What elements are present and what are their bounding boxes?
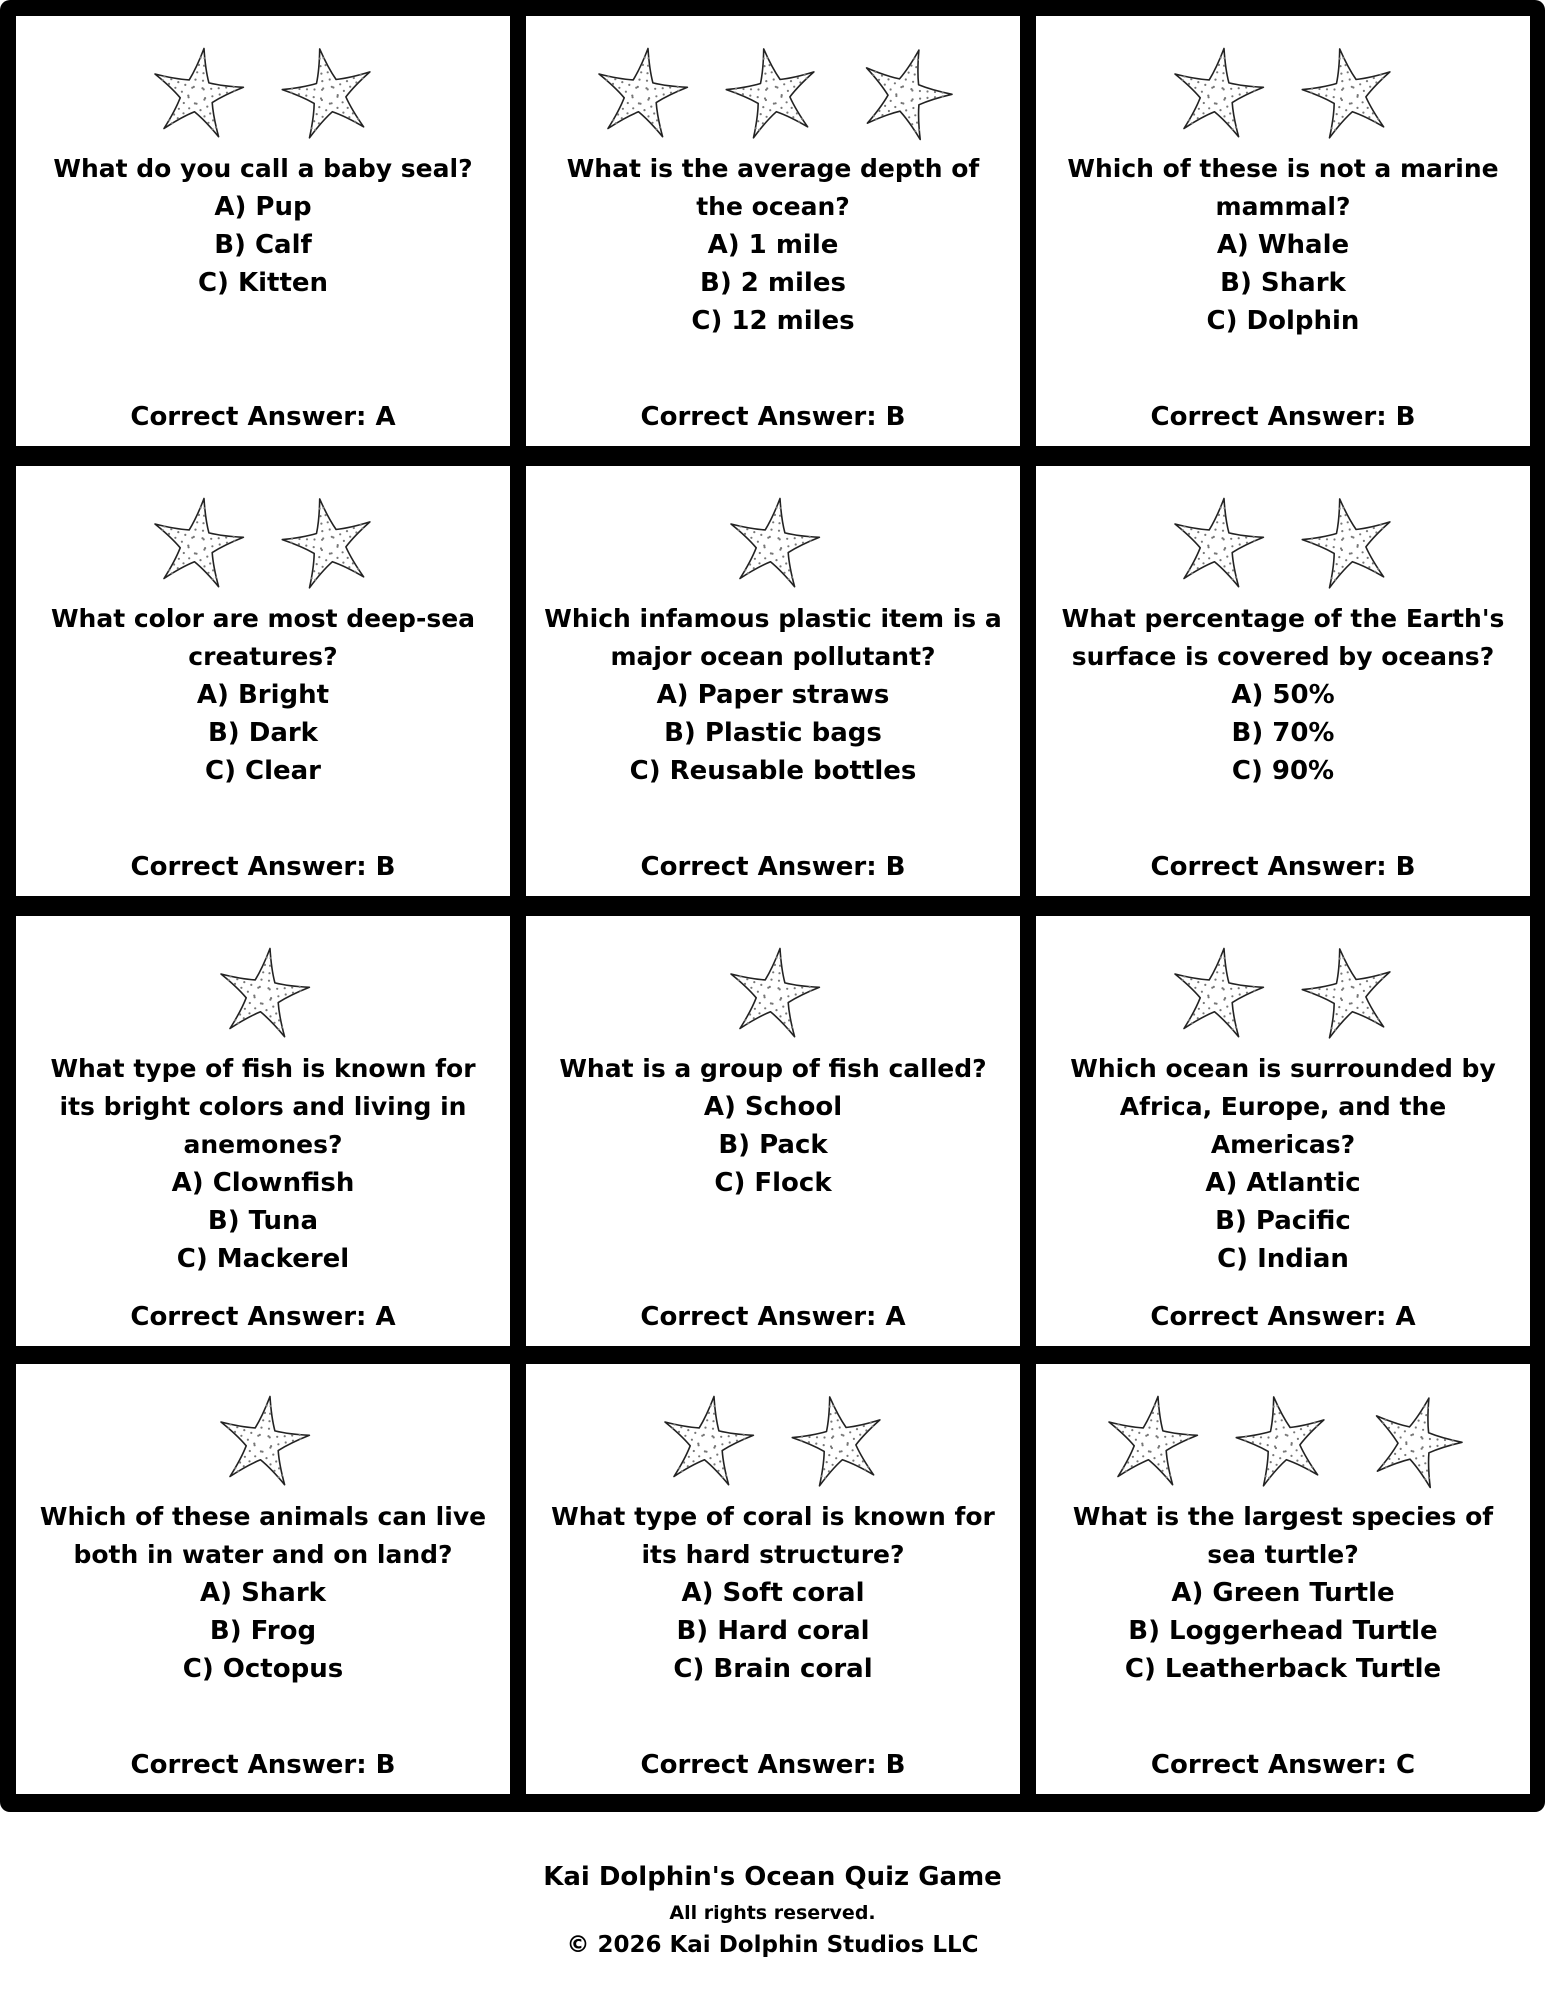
starfish-icon — [591, 42, 691, 144]
card-options — [1207, 226, 1360, 340]
starfish-icon — [1233, 1390, 1333, 1492]
starfish-icon — [723, 42, 823, 144]
starfish-row — [147, 492, 379, 594]
footer-title: Kai Dolphin's Ocean Quiz Game — [543, 1862, 1002, 1892]
starfish-icon — [1167, 42, 1267, 144]
footer-rights: All rights reserved. — [669, 1902, 876, 1924]
card-options — [183, 1574, 343, 1688]
card-question: What color are most deep-sea creatures? — [50, 604, 476, 671]
quiz-card[interactable] — [16, 1364, 510, 1794]
card-options — [1125, 1574, 1441, 1688]
card-options — [673, 1574, 872, 1688]
quiz-card[interactable] — [16, 466, 510, 896]
option-a: A) 50% — [1231, 680, 1335, 710]
card-options — [1205, 1164, 1360, 1278]
option-b: B) Pacific — [1215, 1206, 1351, 1236]
option-b: B) Calf — [214, 230, 312, 260]
quiz-card[interactable] — [1036, 916, 1530, 1346]
quiz-card[interactable] — [526, 1364, 1020, 1794]
option-b: B) Pack — [718, 1130, 828, 1160]
starfish-icon — [1167, 492, 1267, 594]
option-a: A) Clownfish — [171, 1168, 355, 1198]
option-a: A) Pup — [214, 192, 312, 222]
quiz-card[interactable] — [16, 16, 510, 446]
option-a: A) Green Turtle — [1171, 1578, 1395, 1608]
card-options — [172, 1164, 355, 1278]
option-b: B) Hard coral — [676, 1616, 870, 1646]
starfish-row — [1101, 1390, 1465, 1492]
quiz-card[interactable] — [16, 916, 510, 1346]
correct-answer: Correct Answer: A — [130, 402, 396, 432]
starfish-icon — [279, 42, 379, 144]
quiz-card[interactable] — [1036, 1364, 1530, 1794]
option-a: A) 1 mile — [707, 230, 839, 260]
starfish-icon — [147, 42, 247, 144]
option-b: B) Frog — [209, 1616, 317, 1646]
option-a: A) Soft coral — [681, 1578, 865, 1608]
option-c: C) Dolphin — [1206, 306, 1360, 336]
card-question: What type of coral is known for its hard structure? — [551, 1502, 995, 1569]
starfish-row — [147, 42, 379, 144]
footer-copyright: © 2026 Kai Dolphin Studios LLC — [566, 1932, 979, 1958]
starfish-row — [657, 1390, 889, 1492]
quiz-card[interactable] — [526, 466, 1020, 896]
option-b: B) Shark — [1220, 268, 1346, 298]
starfish-row — [1167, 42, 1399, 144]
starfish-icon — [147, 492, 247, 594]
correct-answer: Correct Answer: B — [640, 1750, 906, 1780]
starfish-icon — [1101, 1390, 1201, 1492]
option-c: C) Flock — [714, 1168, 832, 1198]
starfish-icon — [723, 942, 823, 1044]
option-c: C) Indian — [1217, 1244, 1349, 1274]
correct-answer: Correct Answer: B — [1150, 852, 1416, 882]
option-b: B) 2 miles — [700, 268, 846, 298]
card-question: Which of these is not a marine mammal? — [1067, 154, 1499, 221]
option-b: B) Plastic bags — [664, 718, 882, 748]
option-b: B) 70% — [1231, 718, 1335, 748]
starfish-icon — [1167, 942, 1267, 1044]
option-c: C) Kitten — [197, 268, 329, 298]
starfish-icon — [723, 492, 823, 594]
starfish-icon — [789, 1390, 889, 1492]
option-c: C) Reusable bottles — [629, 756, 917, 786]
option-a: A) Whale — [1216, 230, 1350, 260]
starfish-icon — [657, 1390, 757, 1492]
correct-answer: Correct Answer: B — [130, 1750, 396, 1780]
starfish-row — [723, 492, 823, 594]
option-c: C) 90% — [1231, 756, 1335, 786]
option-a: A) School — [703, 1092, 843, 1122]
option-c: C) Mackerel — [176, 1244, 350, 1274]
card-question: What do you call a baby seal? — [53, 154, 473, 183]
card-question: What is a group of fish called? — [559, 1054, 987, 1083]
card-question: Which of these animals can live both in water and on land? — [39, 1502, 487, 1569]
starfish-row — [213, 1390, 313, 1492]
option-a: A) Bright — [196, 680, 330, 710]
card-question: What is the average depth of the ocean? — [566, 154, 980, 221]
quiz-card[interactable] — [1036, 466, 1530, 896]
card-options — [1231, 676, 1334, 790]
correct-answer: Correct Answer: A — [130, 1302, 396, 1332]
card-options — [691, 226, 854, 340]
option-a: A) Atlantic — [1205, 1168, 1361, 1198]
starfish-icon — [1299, 42, 1399, 144]
quiz-card[interactable] — [526, 916, 1020, 1346]
correct-answer: Correct Answer: C — [1150, 1750, 1416, 1780]
option-c: C) Clear — [204, 756, 321, 786]
starfish-icon — [1299, 942, 1399, 1044]
starfish-icon — [855, 42, 955, 144]
starfish-icon — [213, 942, 313, 1044]
starfish-icon — [1299, 492, 1399, 594]
option-b: B) Tuna — [207, 1206, 319, 1236]
starfish-icon — [213, 1390, 313, 1492]
starfish-icon — [279, 492, 379, 594]
option-b: B) Dark — [207, 718, 318, 748]
correct-answer: Correct Answer: B — [130, 852, 396, 882]
correct-answer: Correct Answer: A — [1150, 1302, 1416, 1332]
starfish-row — [591, 42, 955, 144]
option-c: C) Leatherback Turtle — [1124, 1654, 1442, 1684]
card-question: Which ocean is surrounded by Africa, Europe, and the Americas? — [1070, 1054, 1496, 1159]
card-question: Which infamous plastic item is a major ocean pollutant? — [544, 604, 1002, 671]
card-question: What is the largest species of sea turtle? — [1072, 1502, 1494, 1569]
quiz-card[interactable] — [1036, 16, 1530, 446]
option-c: C) 12 miles — [691, 306, 855, 336]
starfish-row — [723, 942, 823, 1044]
correct-answer: Correct Answer: B — [640, 402, 906, 432]
card-question: What percentage of the Earth's surface is covered by oceans? — [1061, 604, 1505, 671]
option-c: C) Brain coral — [673, 1654, 873, 1684]
card-options — [630, 676, 917, 790]
option-b: B) Loggerhead Turtle — [1128, 1616, 1438, 1646]
starfish-icon — [1365, 1390, 1465, 1492]
correct-answer: Correct Answer: A — [640, 1302, 906, 1332]
card-question: What type of fish is known for its bright colors and living in anemones? — [50, 1054, 476, 1159]
correct-answer: Correct Answer: B — [1150, 402, 1416, 432]
option-c: C) Octopus — [182, 1654, 344, 1684]
card-options — [197, 676, 329, 790]
starfish-row — [213, 942, 313, 1044]
option-a: A) Shark — [200, 1578, 326, 1608]
starfish-row — [1167, 942, 1399, 1044]
correct-answer: Correct Answer: B — [640, 852, 906, 882]
card-options — [704, 1088, 842, 1202]
option-a: A) Paper straws — [656, 680, 890, 710]
starfish-row — [1167, 492, 1399, 594]
quiz-card[interactable] — [526, 16, 1020, 446]
card-options — [198, 188, 328, 302]
